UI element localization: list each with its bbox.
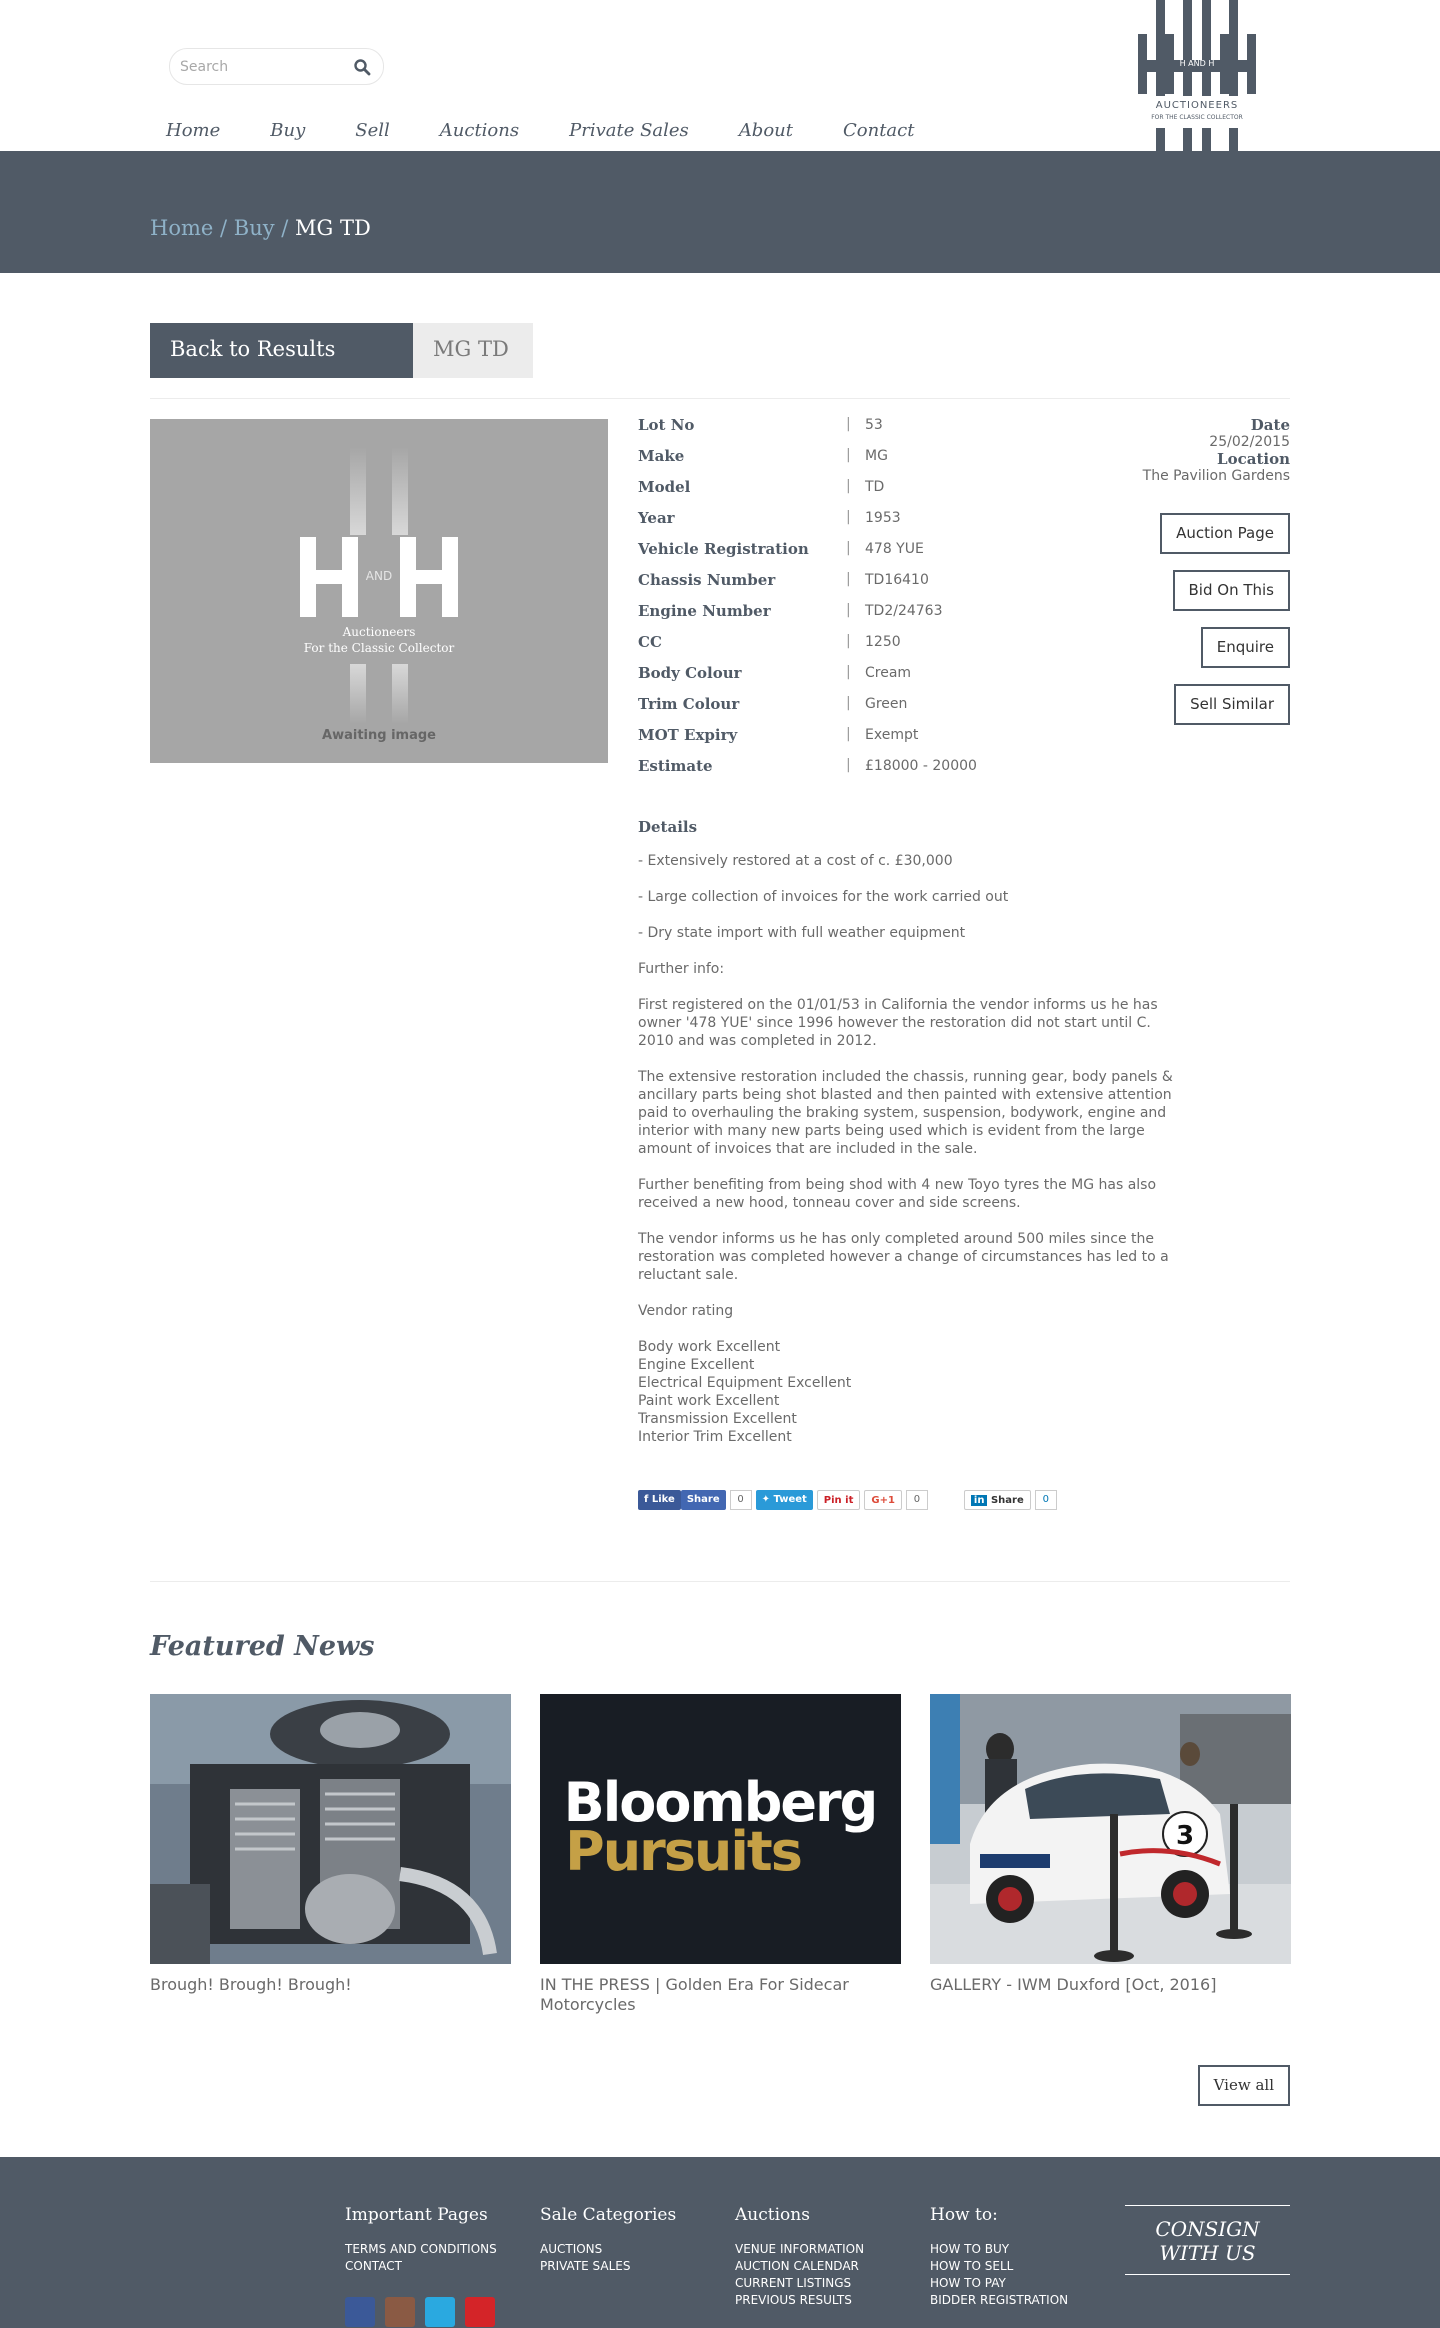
spec-key: Model xyxy=(638,478,691,496)
news-thumbnail-gallery xyxy=(930,1694,1291,1964)
details-paragraph: - Dry state import with full weather equipment xyxy=(638,925,966,941)
linkedin-share-count: 0 xyxy=(1035,1490,1057,1510)
divider xyxy=(150,398,1290,399)
spec-row xyxy=(638,540,1118,571)
instagram-icon[interactable] xyxy=(385,2297,415,2327)
spec-separator: | xyxy=(846,633,851,649)
spec-separator: | xyxy=(846,416,851,432)
spec-value: 1250 xyxy=(865,634,901,650)
image-caption-line2: For the Classic Collector xyxy=(303,641,455,655)
logo-line1: AUCTIONEERS xyxy=(1155,100,1239,111)
footer-link-bidder-registration[interactable]: BIDDER REGISTRATION xyxy=(930,2293,1069,2307)
image-caption-line1: Auctioneers xyxy=(342,625,416,639)
spec-key: Chassis Number xyxy=(638,571,776,589)
spec-separator: | xyxy=(846,695,851,711)
logo-and-text: H AND H xyxy=(1179,59,1215,68)
sell-similar-button[interactable]: Sell Similar xyxy=(1174,684,1290,725)
bid-on-this-button[interactable]: Bid On This xyxy=(1173,570,1290,611)
spec-key: MOT Expiry xyxy=(638,726,738,744)
footer-auctions xyxy=(735,2205,864,2309)
twitter-icon: ✦ xyxy=(761,1494,774,1505)
spec-separator: | xyxy=(846,664,851,680)
facebook-share-count: 0 xyxy=(730,1490,752,1510)
footer-heading: Auctions xyxy=(735,2205,810,2225)
spec-row xyxy=(638,695,1118,726)
details-paragraph: The vendor informs us he has only completed around 500 miles since the restoration was completed however a change of circumstances has led to a reluctant sale. xyxy=(638,1231,1169,1283)
site-footer xyxy=(0,2157,1440,2328)
news-card[interactable] xyxy=(540,1694,901,2015)
image-and-text: AND xyxy=(365,569,393,583)
consign-with-us-button[interactable] xyxy=(1125,2205,1290,2275)
featured-news-title: Featured News xyxy=(150,1631,375,1662)
twitter-icon[interactable] xyxy=(425,2297,455,2327)
search-icon[interactable] xyxy=(353,58,371,76)
social-links xyxy=(345,2297,495,2327)
google-plus-button[interactable]: G+1 xyxy=(864,1490,902,1510)
car-number: 3 xyxy=(1175,1821,1195,1851)
details-heading: Details xyxy=(638,818,698,836)
news-caption: Brough! Brough! Brough! xyxy=(150,1975,352,1994)
breadcrumb-separator: / xyxy=(281,216,289,240)
spec-key: Estimate xyxy=(638,757,713,775)
news-caption: GALLERY - IWM Duxford [Oct, 2016] xyxy=(930,1975,1217,1994)
footer-link-how-to-pay[interactable]: HOW TO PAY xyxy=(930,2276,1006,2290)
spec-row xyxy=(638,509,1118,540)
logo-line2: FOR THE CLASSIC COLLECTOR xyxy=(1151,114,1243,121)
spec-row xyxy=(638,447,1118,478)
spec-value: 478 YUE xyxy=(865,541,924,557)
page-banner xyxy=(0,151,1440,273)
spec-value: Cream xyxy=(865,665,912,681)
spec-separator: | xyxy=(846,726,851,742)
spec-separator: | xyxy=(846,757,851,773)
spec-row xyxy=(638,416,1118,447)
details-paragraph: - Large collection of invoices for the work carried out xyxy=(638,889,1009,905)
breadcrumb-buy[interactable]: Buy xyxy=(233,216,275,240)
spec-row xyxy=(638,633,1118,664)
spec-key: Vehicle Registration xyxy=(638,540,809,558)
rating-line: Body work Excellent xyxy=(638,1339,781,1355)
main-nav xyxy=(166,120,964,141)
nav-sell[interactable]: Sell xyxy=(355,120,390,141)
bloomberg-wordmark: Bloomberg xyxy=(563,1771,877,1834)
rating-line: Engine Excellent xyxy=(638,1357,755,1373)
location-value: The Pavilion Gardens xyxy=(1142,468,1290,484)
spec-separator: | xyxy=(846,509,851,525)
spec-value: 53 xyxy=(865,417,883,433)
details-paragraph: The extensive restoration included the chassis, running gear, body panels & ancillary parts being shot blasted and then painted with extensive attention paid to overhauling the braking system, suspension, bodywork, engine and interior with many new parts being used which is evident from the large amount of invoices that are included in the sale. xyxy=(638,1069,1173,1157)
nav-contact[interactable]: Contact xyxy=(843,120,915,141)
facebook-icon[interactable] xyxy=(345,2297,375,2327)
search-box xyxy=(169,48,384,85)
news-caption: IN THE PRESS | Golden Era For Sidecar Motorcycles xyxy=(540,1975,849,2014)
footer-link-contact[interactable]: CONTACT xyxy=(345,2259,402,2273)
footer-link-auctions[interactable]: AUCTIONS xyxy=(540,2242,603,2256)
facebook-icon: f xyxy=(644,1494,652,1505)
spec-separator: | xyxy=(846,478,851,494)
consign-line2: WITH US xyxy=(1159,2241,1256,2265)
details-paragraph: Further benefiting from being shod with 4 new Toyo tyres the MG has also received a new hood, tonneau cover and side screens. xyxy=(638,1177,1157,1211)
footer-link-calendar[interactable]: AUCTION CALENDAR xyxy=(735,2259,859,2273)
details-paragraph: - Extensively restored at a cost of c. £30,000 xyxy=(638,853,953,869)
news-card[interactable] xyxy=(930,1694,1291,1995)
footer-link-terms[interactable]: TERMS AND CONDITIONS xyxy=(345,2242,497,2256)
lot-image-placeholder[interactable] xyxy=(150,419,608,763)
nav-home[interactable]: Home xyxy=(166,120,221,141)
lot-meta xyxy=(1050,416,1290,484)
news-thumbnail-motorcycle xyxy=(150,1694,511,1964)
linkedin-icon: in xyxy=(971,1495,988,1506)
footer-sale-categories xyxy=(540,2205,676,2275)
nav-auctions[interactable]: Auctions xyxy=(439,120,520,141)
linkedin-share-button[interactable] xyxy=(964,1490,1031,1510)
spec-separator: | xyxy=(846,540,851,556)
date-label: Date xyxy=(1250,416,1290,434)
footer-heading: How to: xyxy=(930,2205,998,2225)
search-input[interactable] xyxy=(180,57,345,77)
footer-link-private-sales[interactable]: PRIVATE SALES xyxy=(540,2259,631,2273)
spec-value: MG xyxy=(865,448,888,464)
date-value: 25/02/2015 xyxy=(1209,434,1290,450)
rating-line: Paint work Excellent xyxy=(638,1393,780,1409)
nav-about[interactable]: About xyxy=(738,120,793,141)
spec-key: Trim Colour xyxy=(638,695,740,713)
spec-value: TD xyxy=(865,479,885,495)
spec-table xyxy=(638,416,1118,788)
spec-key: Year xyxy=(638,509,675,527)
footer-heading: Sale Categories xyxy=(540,2205,677,2225)
breadcrumb-separator: / xyxy=(220,216,228,240)
spec-row xyxy=(638,478,1118,509)
footer-link-venue[interactable]: VENUE INFORMATION xyxy=(735,2242,865,2256)
view-all-news-button[interactable]: View all xyxy=(1198,2065,1290,2106)
spec-row xyxy=(638,757,1118,788)
details-paragraph: First registered on the 01/01/53 in California the vendor informs us he has owner '478 YUE' since 1996 however the restoration did not start until C. 2010 and was completed in 2012. xyxy=(638,997,1158,1049)
breadcrumb xyxy=(150,216,371,240)
breadcrumb-current: MG TD xyxy=(295,216,371,240)
auction-page-button[interactable]: Auction Page xyxy=(1160,513,1290,554)
share-bar xyxy=(638,1490,1057,1510)
rating-line: Electrical Equipment Excellent xyxy=(638,1375,852,1391)
linkedin-share-label: Share xyxy=(990,1495,1024,1506)
footer-link-how-to-sell[interactable]: HOW TO SELL xyxy=(930,2259,1014,2273)
site-header xyxy=(0,0,1440,151)
spec-value: TD2/24763 xyxy=(865,603,943,619)
spec-separator: | xyxy=(846,447,851,463)
spec-key: Body Colour xyxy=(638,664,742,682)
spec-key: Engine Number xyxy=(638,602,771,620)
rating-line: Interior Trim Excellent xyxy=(638,1429,792,1445)
lot-title-tag: MG TD xyxy=(413,323,533,378)
spec-value: 1953 xyxy=(865,510,901,526)
spec-value: £18000 - 20000 xyxy=(865,758,977,774)
consign-line1: CONSIGN xyxy=(1155,2217,1260,2241)
spec-value: TD16410 xyxy=(865,572,929,588)
spec-separator: | xyxy=(846,571,851,587)
spec-row xyxy=(638,602,1118,633)
footer-how-to xyxy=(930,2205,1068,2309)
lot-details xyxy=(638,818,1173,1446)
vendor-ratings xyxy=(638,1338,1173,1446)
pinterest-button[interactable]: Pin it xyxy=(817,1490,861,1510)
news-card[interactable] xyxy=(150,1694,511,1995)
back-to-results-button[interactable]: Back to Results xyxy=(150,323,413,378)
spec-key: Make xyxy=(638,447,685,465)
details-paragraph: Further info: xyxy=(638,961,725,977)
google-plus-count: 0 xyxy=(906,1490,928,1510)
awaiting-image-text: Awaiting image xyxy=(322,728,436,743)
spec-key: Lot No xyxy=(638,416,695,434)
nav-private-sales[interactable]: Private Sales xyxy=(569,120,689,141)
spec-separator: | xyxy=(846,602,851,618)
facebook-like-label: Like xyxy=(651,1494,675,1505)
location-label: Location xyxy=(1217,450,1290,468)
pursuits-wordmark: Pursuits xyxy=(565,1820,801,1883)
spec-row xyxy=(638,664,1118,695)
rating-line: Transmission Excellent xyxy=(638,1411,797,1427)
footer-link-previous[interactable]: PREVIOUS RESULTS xyxy=(735,2293,852,2307)
youtube-icon[interactable] xyxy=(465,2297,495,2327)
facebook-like-button[interactable] xyxy=(638,1490,681,1510)
details-paragraph: Vendor rating xyxy=(638,1303,734,1319)
facebook-share-button[interactable]: Share xyxy=(681,1490,726,1510)
spec-value: Green xyxy=(865,696,908,712)
breadcrumb-home[interactable]: Home xyxy=(150,216,214,240)
divider xyxy=(150,1581,1290,1582)
footer-important-pages xyxy=(345,2205,497,2275)
footer-link-current[interactable]: CURRENT LISTINGS xyxy=(735,2276,852,2290)
news-thumbnail-bloomberg xyxy=(540,1694,901,1964)
spec-row xyxy=(638,726,1118,757)
site-logo[interactable] xyxy=(1138,0,1256,151)
tweet-button[interactable] xyxy=(756,1490,813,1510)
footer-heading: Important Pages xyxy=(345,2205,488,2225)
footer-link-how-to-buy[interactable]: HOW TO BUY xyxy=(930,2242,1010,2256)
nav-buy[interactable]: Buy xyxy=(270,120,306,141)
spec-key: CC xyxy=(638,633,662,651)
enquire-button[interactable]: Enquire xyxy=(1201,627,1290,668)
spec-value: Exempt xyxy=(865,727,919,743)
spec-row xyxy=(638,571,1118,602)
tweet-label: Tweet xyxy=(773,1494,807,1505)
